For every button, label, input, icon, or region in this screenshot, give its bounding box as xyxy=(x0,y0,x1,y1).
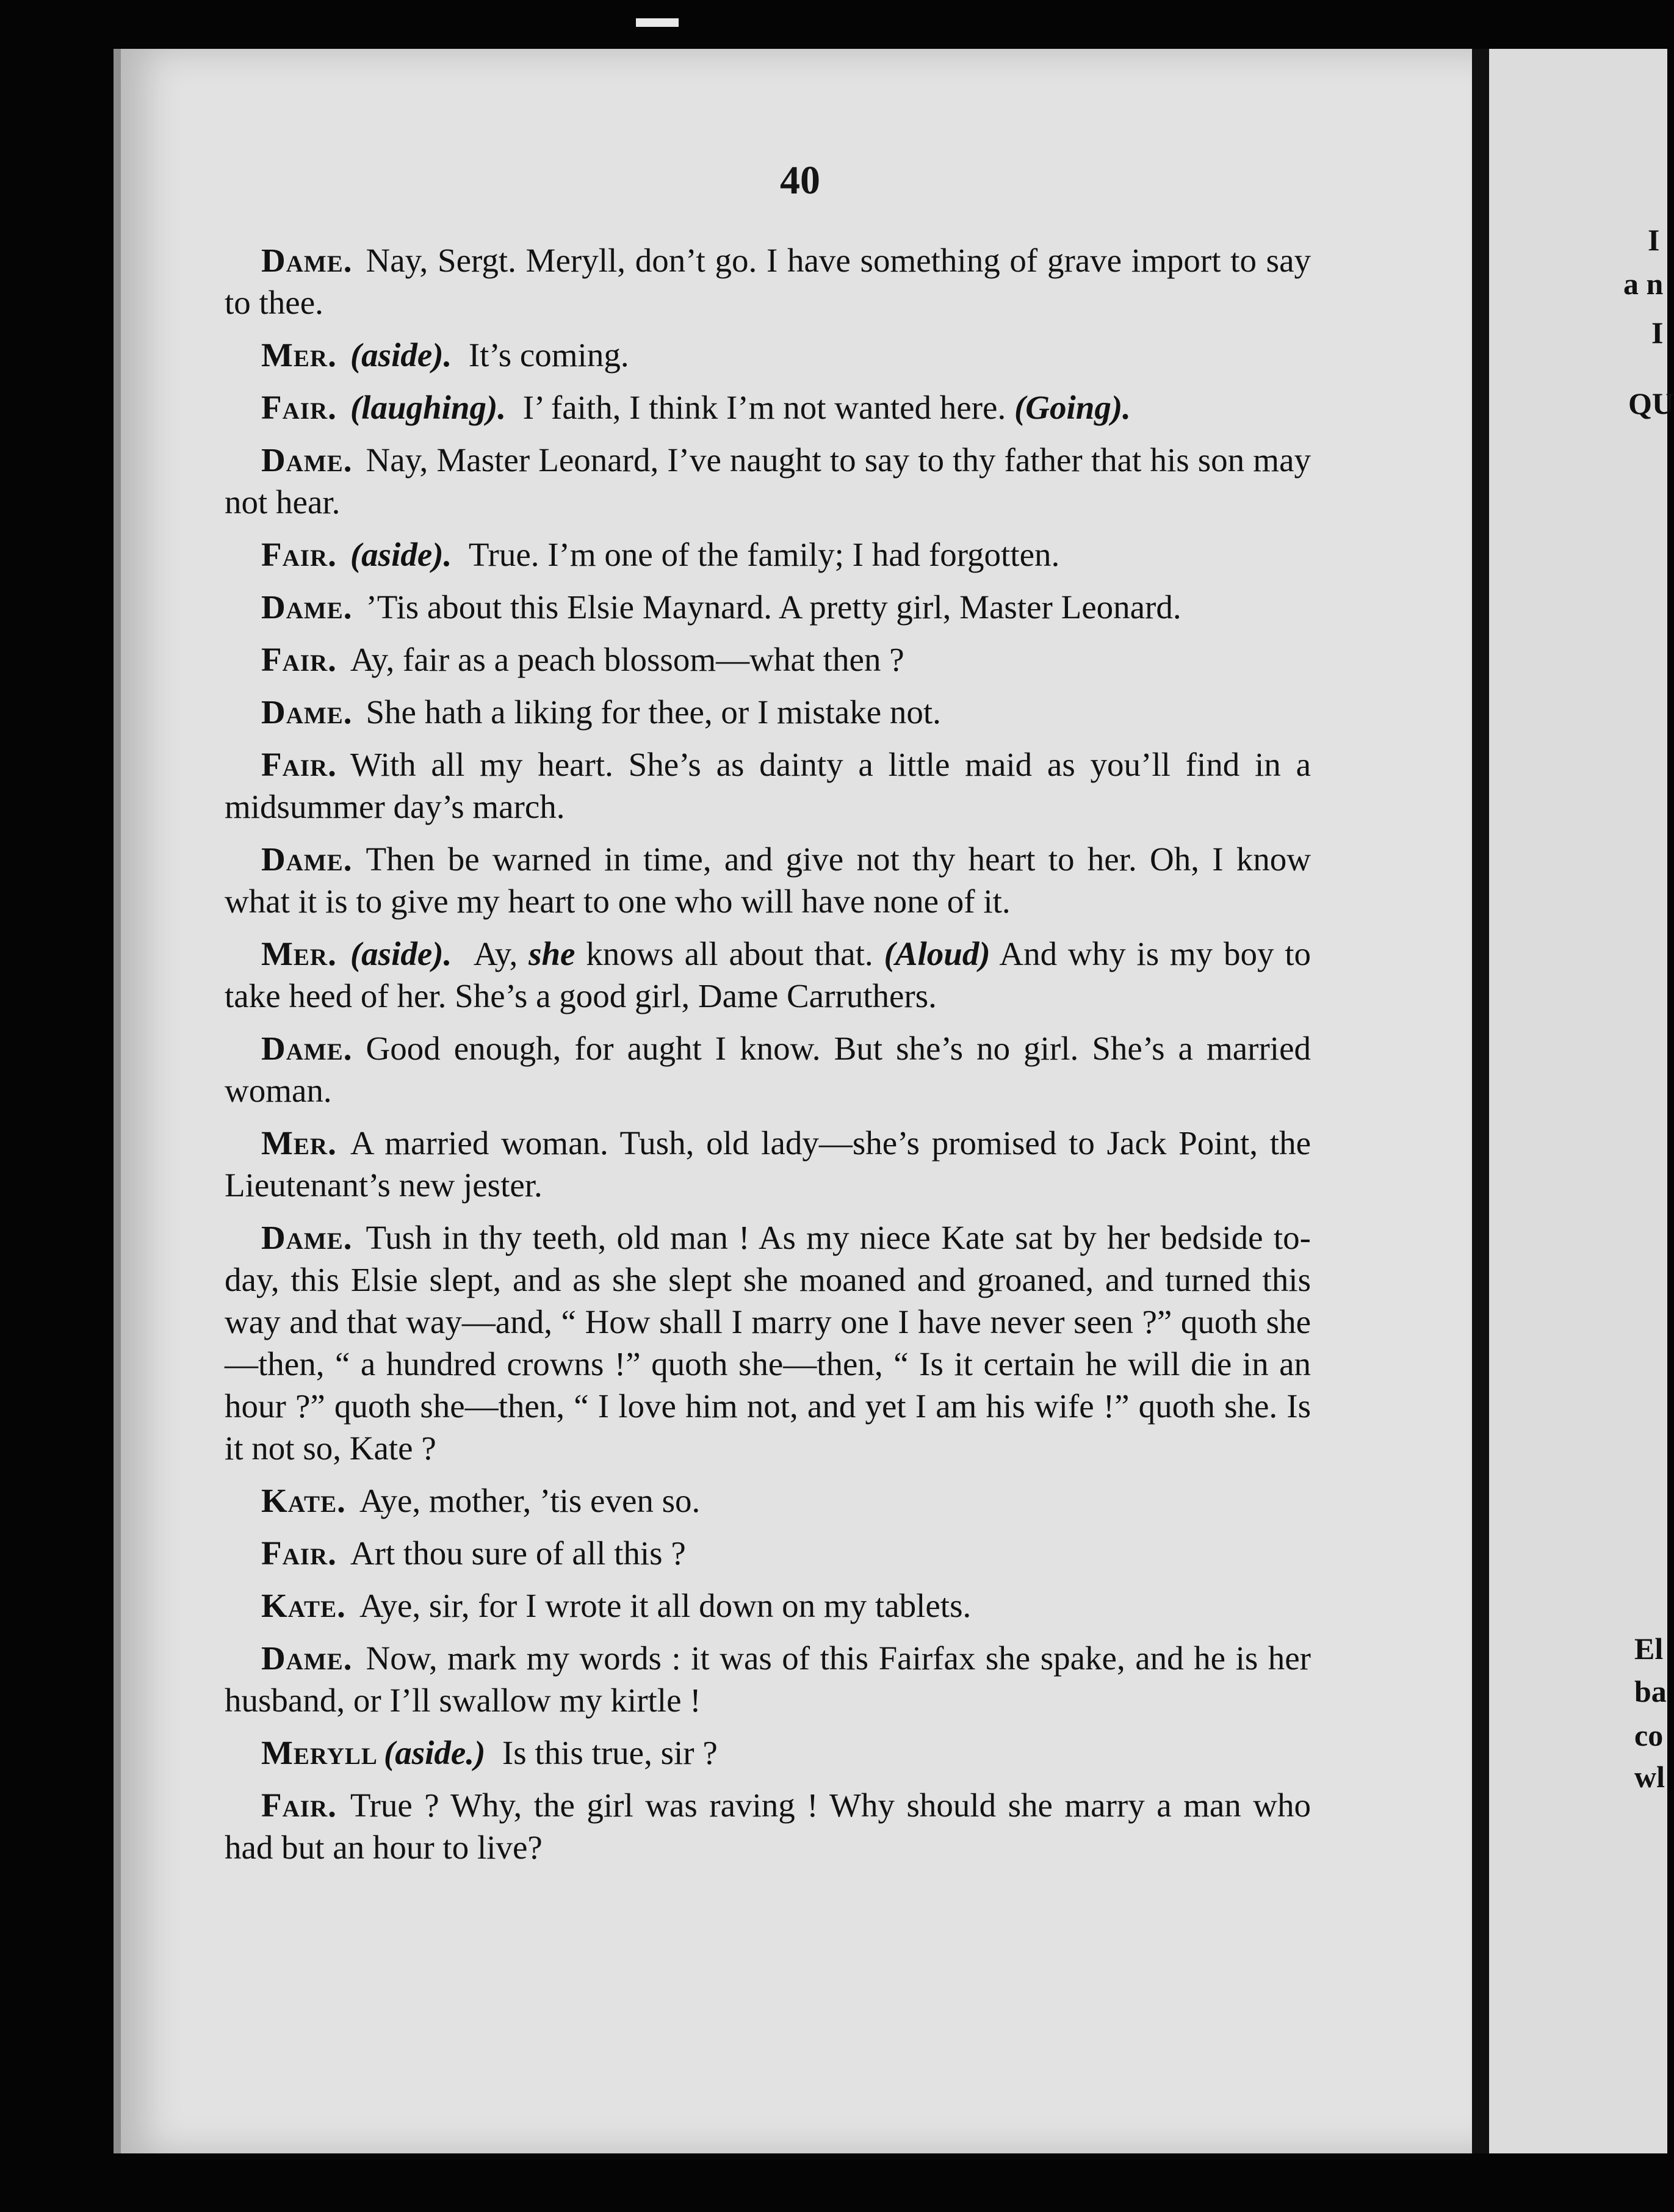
speaker-name: Mer. xyxy=(261,336,337,374)
stage-direction: (aside.) xyxy=(383,1734,486,1771)
stage-direction: (Going). xyxy=(1014,389,1131,426)
facing-page-fragment: co xyxy=(1634,1718,1664,1752)
facing-page-fragment: wl xyxy=(1634,1760,1665,1794)
speaker-name: Dame. xyxy=(261,1030,353,1067)
speaker-name: Kate. xyxy=(261,1482,346,1519)
facing-page-fragment: QU xyxy=(1628,386,1674,421)
stage-direction: (aside). xyxy=(350,336,452,374)
speech xyxy=(225,533,1311,576)
book-page-right xyxy=(1489,49,1667,2153)
play-text xyxy=(225,239,1311,1879)
speech-text: I’ faith, I think I’m not wanted here. xyxy=(522,389,1006,426)
speech-text: Good enough, for aught I know. But she’s no girl. She’s a married woman. xyxy=(225,1030,1311,1109)
speech xyxy=(225,1732,1311,1774)
speaker-name: Meryll xyxy=(261,1734,378,1771)
speech xyxy=(225,1585,1311,1627)
speech-text: It’s coming. xyxy=(468,336,629,374)
speech-text: Nay, Sergt. Meryll, don’t go. I have something of grave import to say to thee. xyxy=(225,242,1311,321)
speech-text: Art thou sure of all this ? xyxy=(350,1534,686,1572)
facing-page-fragment: ba xyxy=(1634,1674,1667,1708)
speech-text: Is this true, sir ? xyxy=(502,1734,718,1771)
speech xyxy=(225,1216,1311,1469)
speaker-name: Dame. xyxy=(261,840,353,878)
speech xyxy=(225,933,1311,1017)
speech xyxy=(225,586,1311,628)
speech xyxy=(225,1532,1311,1574)
speaker-name: Mer. xyxy=(261,1124,337,1162)
stage-direction: (aside). xyxy=(350,935,452,972)
speech-text: True. I’m one of the family; I had forgotten. xyxy=(468,536,1060,573)
speech-text: Ay, fair as a peach blossom—what then ? xyxy=(350,641,904,678)
speech-text: ’Tis about this Elsie Maynard. A pretty girl, Master Leonard. xyxy=(366,588,1182,626)
speech-text: Now, mark my words : it was of this Fairfax she spake, and he is her husband, or I’ll swallow my kirtle ! xyxy=(225,1639,1311,1719)
speech xyxy=(225,1480,1311,1522)
speech-text: Ay, xyxy=(473,935,518,972)
speaker-name: Dame. xyxy=(261,441,353,479)
speaker-name: Mer. xyxy=(261,935,337,972)
speech xyxy=(225,334,1311,376)
facing-page-fragment: El xyxy=(1634,1632,1664,1666)
speaker-name: Dame. xyxy=(261,588,353,626)
speech-text: A married woman. Tush, old lady—she’s promised to Jack Point, the Lieutenant’s new jester. xyxy=(225,1124,1311,1204)
speech xyxy=(225,1784,1311,1868)
speech xyxy=(225,691,1311,733)
book-gutter xyxy=(1472,49,1489,2153)
speaker-name: Dame. xyxy=(261,1219,353,1256)
speech-text: Aye, mother, ’tis even so. xyxy=(359,1482,701,1519)
stage-direction: (aside). xyxy=(350,536,452,573)
speaker-name: Dame. xyxy=(261,693,353,731)
speaker-name: Fair. xyxy=(261,1787,337,1824)
speech xyxy=(225,838,1311,922)
speaker-name: Fair. xyxy=(261,746,337,783)
speech-text: knows all about that. xyxy=(586,935,873,972)
speaker-name: Fair. xyxy=(261,1534,337,1572)
speech xyxy=(225,1122,1311,1206)
speech xyxy=(225,743,1311,828)
facing-page-fragment: I xyxy=(1651,316,1664,350)
speaker-name: Dame. xyxy=(261,1639,353,1677)
speech-text: Then be warned in time, and give not thy heart to her. Oh, I know what it is to give my heart to one who will have none of it. xyxy=(225,840,1311,920)
scan-mark xyxy=(636,18,679,27)
speech xyxy=(225,386,1311,428)
facing-page-fragment: a n xyxy=(1623,267,1664,301)
speech-text: And why is my boy to take heed of her. She’s a good girl, Dame Carruthers. xyxy=(225,935,1311,1014)
stage-direction: (laughing). xyxy=(350,389,507,426)
stage-direction: (Aloud) xyxy=(884,935,990,972)
speech xyxy=(225,1637,1311,1721)
page-number: 40 xyxy=(780,158,820,203)
speaker-name: Fair. xyxy=(261,536,337,573)
speech-text: Aye, sir, for I wrote it all down on my tablets. xyxy=(359,1587,972,1624)
speech-text: Nay, Master Leonard, I’ve naught to say to thy father that his son may not hear. xyxy=(225,441,1311,521)
speech xyxy=(225,638,1311,681)
speaker-name: Fair. xyxy=(261,641,337,678)
speech xyxy=(225,239,1311,323)
speaker-name: Kate. xyxy=(261,1587,346,1624)
speech xyxy=(225,439,1311,523)
emphasis: she xyxy=(529,935,575,972)
facing-page-fragment: I xyxy=(1648,223,1660,257)
speech-text: True ? Why, the girl was raving ! Why should she marry a man who had but an hour to live? xyxy=(225,1787,1311,1866)
speech xyxy=(225,1027,1311,1111)
speech-text: With all my heart. She’s as dainty a little maid as you’ll find in a midsummer day’s march. xyxy=(225,746,1311,825)
speech-text: She hath a liking for thee, or I mistake not. xyxy=(366,693,941,731)
speaker-name: Dame. xyxy=(261,242,353,279)
speaker-name: Fair. xyxy=(261,389,337,426)
speech-text: Tush in thy teeth, old man ! As my niece Kate sat by her bedside to-day, this Elsie slept, and as she slept she moaned and groaned, and turned this way and that way—and, “ How shall I marry one I have never seen ?” quoth she—then, “ a hundred crowns !” quoth she—then, “ Is it certain he will die in an hour ?” quoth she—then, “ I love him not, and yet I am his wife !” quoth she. Is it not so, Kate ? xyxy=(225,1219,1311,1467)
